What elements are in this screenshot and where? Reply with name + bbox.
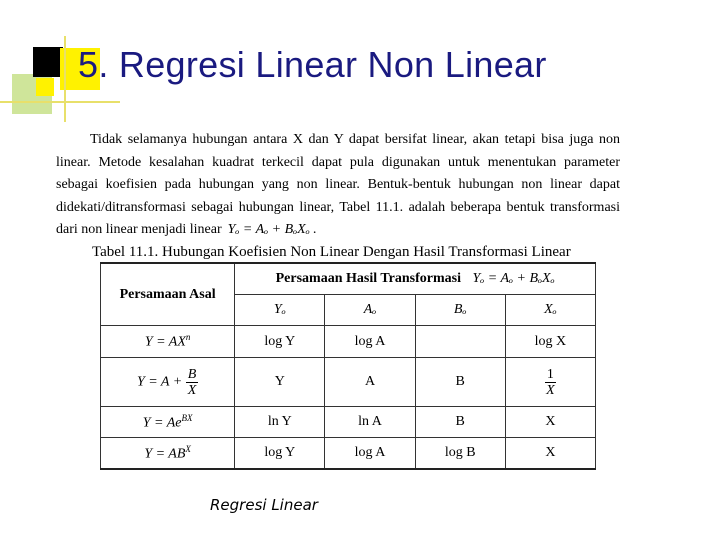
page-title: 5. Regresi Linear Non Linear: [78, 44, 547, 85]
decor-square-yellow-small: [36, 78, 54, 96]
cell-asal: [101, 407, 235, 438]
cell-ao: A: [325, 358, 415, 407]
asal-fraction: [186, 367, 199, 398]
cell-bo: [415, 326, 505, 358]
cell-asal: [101, 438, 235, 470]
cell-yo: ln Y: [235, 407, 325, 438]
cell-ao: ln A: [325, 407, 415, 438]
cell-asal: [101, 358, 235, 407]
cell-yo: log Y: [235, 438, 325, 470]
cell-yo: Y: [235, 358, 325, 407]
table-row: [101, 438, 596, 470]
cell-bo: log B: [415, 438, 505, 470]
cell-bo: B: [415, 358, 505, 407]
table-row: [101, 326, 596, 358]
header-hasil-transformasi: [235, 263, 596, 295]
cell-bo: B: [415, 407, 505, 438]
asal-main: Y = AX: [144, 334, 186, 350]
fraction-denominator: X: [187, 382, 197, 398]
cell-ao: log A: [325, 438, 415, 470]
asal-sup: n: [185, 332, 191, 343]
cell-xo: X: [505, 438, 595, 470]
table-caption: Tabel 11.1. Hubungan Koefisien Non Linear Dengan Hasil Transformasi Linear: [92, 244, 571, 260]
asal-main: Y = A +: [136, 374, 183, 390]
table-header-row: [101, 263, 596, 295]
fraction-numerator: B: [187, 366, 197, 382]
decor-line-vertical: [64, 36, 66, 122]
cell-xo: X: [505, 407, 595, 438]
header-persamaan-asal: Persamaan Asal: [101, 263, 235, 326]
footer-note: Regresi Linear: [210, 496, 318, 514]
cell-xo: log X: [505, 326, 595, 358]
asal-main: Y = Ae: [142, 415, 182, 431]
body-paragraph: [56, 129, 620, 242]
asal-sup: X: [185, 443, 191, 454]
subheader-bo: Bₒ: [415, 295, 505, 326]
header-group-equation: Yₒ = Aₒ + BₒXₒ: [472, 271, 555, 286]
transformation-table: [100, 262, 596, 470]
decor-line-horizontal: [0, 101, 120, 103]
subheader-ao: Aₒ: [325, 295, 415, 326]
subheader-yo: Yₒ: [235, 295, 325, 326]
asal-sup: BX: [181, 412, 193, 423]
asal-main: Y = AB: [144, 446, 186, 462]
fraction-denominator: X: [546, 382, 555, 398]
paragraph-equation: Yₒ = Aₒ + BₒXₒ .: [227, 222, 317, 237]
cell-asal: [101, 326, 235, 358]
table-row: [101, 358, 596, 407]
fraction-numerator: 1: [546, 366, 554, 382]
table-row: [101, 407, 596, 438]
cell-yo: log Y: [235, 326, 325, 358]
paragraph-text: Tidak selamanya hubungan antara X dan Y dapat bersifat linear, akan tetapi bisa juga non linear. Metode kesalahan kuadrat terkecil dapat pula digunakan untuk menentukan parameter sebagai koefisien pada hubungan yang non linear. Bentuk-bentuk hubungan non linear dapat didekati/ditransformasi sebagai hubungan linear, Tabel 11.1. adalah beberapa bentuk transformasi dari non linear menjadi linear: [56, 132, 620, 237]
header-group-label: Persamaan Hasil Transformasi: [275, 271, 461, 286]
cell-ao: log A: [325, 326, 415, 358]
xo-fraction: [545, 367, 556, 398]
decor-square-black: [33, 47, 63, 77]
subheader-xo: Xₒ: [505, 295, 595, 326]
cell-xo: [505, 358, 595, 407]
